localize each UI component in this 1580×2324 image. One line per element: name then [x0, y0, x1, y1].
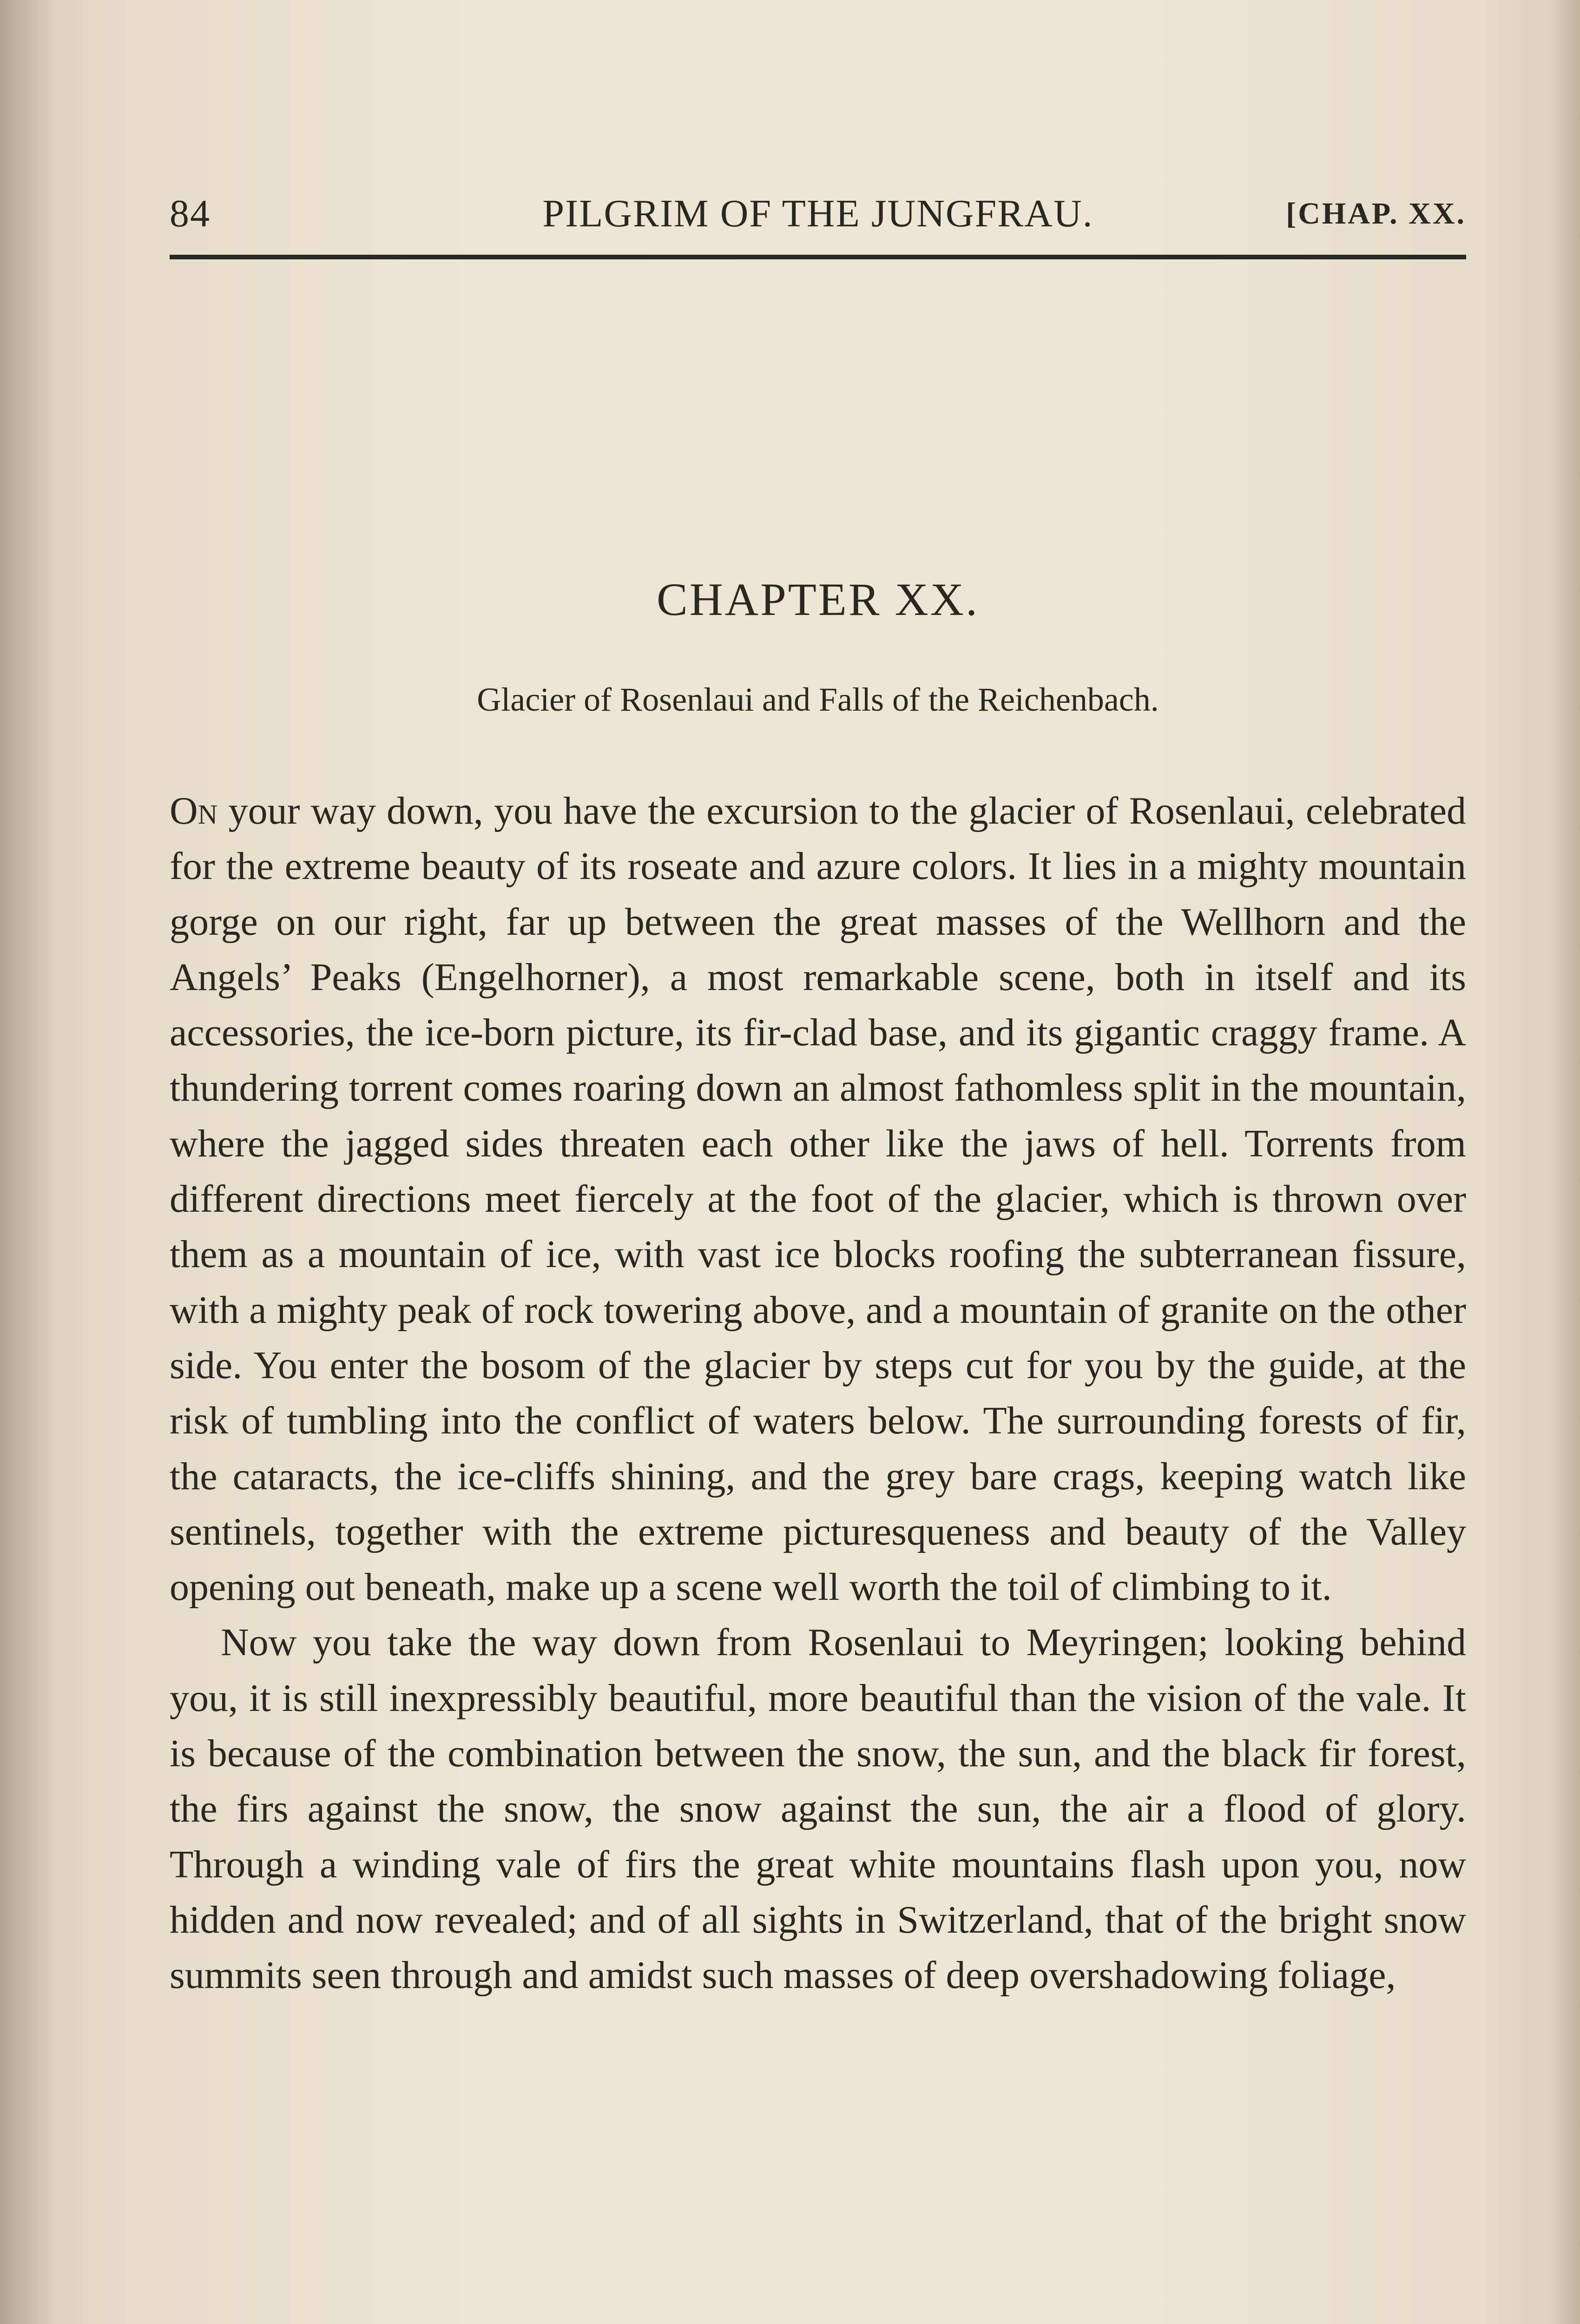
paragraph-1: [170, 783, 1466, 1615]
paragraph-2: Now you take the way down from Rosenlaui to Meyringen; looking behind you, it is still inexpressibly beautiful, more beautiful than the vision of the vale. It is because of the combination between the snow, the sun, and the black fir forest, the firs against the snow, the snow against the sun, the air a flood of glory. Through a winding vale of firs the great white mountains flash upon you, now hidden and now revealed; and of all sights in Switzerland, that of the bright snow summits seen through and amidst such masses of deep overshadowing foliage,: [170, 1621, 1466, 1997]
gutter-shadow: [0, 0, 56, 2324]
chapter-subtitle: Glacier of Rosenlaui and Falls of the Reichenbach.: [477, 681, 1159, 718]
page-edge: [1552, 0, 1580, 2324]
chapter-title: CHAPTER XX.: [656, 574, 980, 625]
body-text: [170, 783, 1466, 2003]
paragraph-1-text: your way down, you have the excursion to the glacier of Rosenlaui, celebrated for the extreme beauty of its roseate and azure colors. It lies in a mighty mountain gorge on our right, far up between the great masses of the Wellhorn and the Angels’ Peaks (Engelhorner), a most remarkable scene, both in itself and its accessories, the ice-born picture, its fir-clad base, and its gigantic craggy frame. A thundering torrent comes roaring down an almost fathomless split in the mountain, where the jagged sides threaten each other like the jaws of hell. Torrents from different directions meet fiercely at the foot of the glacier, which is thrown over them as a mountain of ice, with vast ice blocks roofing the subterranean fissure, with a mighty peak of rock towering above, and a mountain of granite on the other side. You enter the bosom of the glacier by steps cut for you by the guide, at the risk of tumbling into the conflict of waters below. The surrounding forests of fir, the cataracts, the ice-cliffs shining, and the grey bare crags, keeping watch like sentinels, together with the extreme picturesqueness and beauty of the Valley opening out beneath, make up a scene well worth the toil of climbing to it.: [170, 789, 1466, 1609]
paragraph-lead-word: On: [170, 789, 218, 832]
running-head: [170, 188, 1466, 239]
page-number: 84: [170, 192, 211, 235]
running-title: PILGRIM OF THE JUNGFRAU.: [542, 192, 1093, 235]
header-rule: [170, 255, 1466, 259]
running-chapter: [CHAP. XX.: [1286, 197, 1466, 231]
